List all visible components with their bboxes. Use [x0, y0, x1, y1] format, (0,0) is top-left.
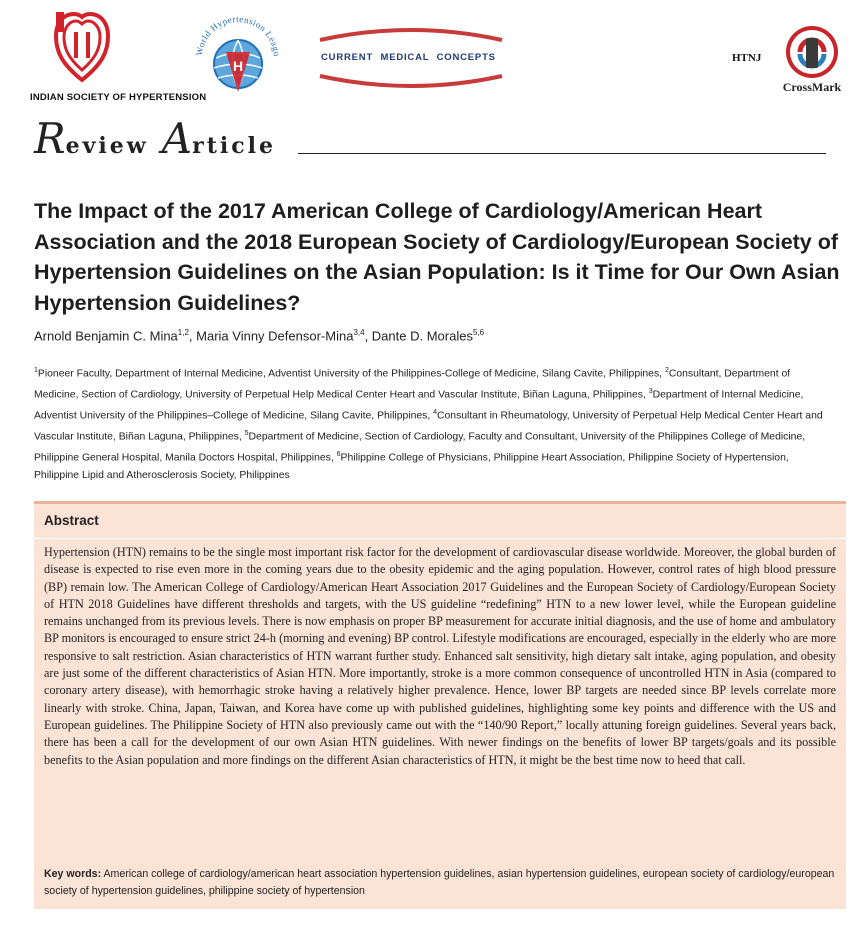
crossmark-label: CrossMark: [782, 80, 842, 94]
journal-abbrev: HTNJ: [732, 52, 762, 64]
concepts-name: CURRENT MEDICAL CONCEPTS: [321, 52, 496, 63]
affiliation-text: Pioneer Faculty, Department of Internal Medicine, Adventist University of the Philippines-College of Medicine, Silang Cavite, Philippines,: [37, 368, 665, 380]
author-list: [34, 324, 834, 345]
affiliation-text: Department of Internal Medicine, Adventist University of the Philippines–College of Medicine, Silang Cavite, Philippines,: [34, 389, 804, 422]
abstract-heading: Abstract: [44, 513, 99, 528]
affiliation-text: Philippine College of Physicians, Philippine Heart Association, Philippine Society of Hypertension, Philippine Lipid and Atherosclerosis Society, Philippines: [34, 452, 789, 482]
keywords-label: Key words:: [44, 868, 102, 880]
section-divider: [298, 153, 826, 154]
section-label: [34, 114, 277, 163]
author-affiliation-ref: 1,2: [177, 328, 189, 337]
section-r-initial: R: [34, 114, 66, 163]
affiliation-number: 1: [34, 367, 38, 374]
current-medical-concepts-logo: [316, 22, 506, 94]
affiliation-text: Consultant, Department of Medicine, Section of Cardiology, University of Perpetual Help Medical Center Heart and Vascular Institute, Biñan Laguna, Philippines,: [34, 368, 791, 401]
world-hypertension-league-logo: [188, 8, 288, 108]
keywords: [44, 866, 836, 900]
section-a-rest: rticle: [192, 133, 277, 159]
league-ring-text: World Hypertension Leagu: [193, 13, 283, 58]
affiliation-number: 3: [648, 388, 653, 396]
heart-seal-icon: [52, 8, 112, 86]
abstract-box: [34, 501, 846, 909]
affiliation-number: 4: [433, 409, 438, 417]
abstract-text: Hypertension (HTN) remains to be the single most important risk factor for the development of cardiovascular disease worldwide. Moreover, the global burden of disease is expected to rise even more in the coming years due to the obesity epidemic and the aging population. However, control rates of high blood pressure (BP) remain low. The American College of Cardiology/American Heart Association 2017 Guidelines and the European Society of Cardiology/European Society of HTN 2018 Guidelines have different thresholds and targets, with the US guideline “redefining” HTN to a new lower level, while the European guideline remains unchanged from its previous levels. There is now emphasis on proper BP measurement for accurate initial diagnosis, and the use of home and ambulatory BP monitors is encouraged to ensure strict 24-h (morning and evening) BP control. Lifestyle modifications are encouraged, especially in the elderly who are more responsive to salt restriction. Asian characteristics of HTN warrant further study. Enhanced salt sensitivity, high dietary salt intake, aging population, and obesity are just some of the different characteristics of Asian HTN. More importantly, stroke is a more common consequence of uncontrolled HTN in Asia (compared to coronary artery disease), with hemorrhagic stroke having a relatively higher prevalence. Hence, lower BP targets are needed since BP levels correlate more linearly with stroke. China, Japan, Taiwan, and Korea have come up with published guidelines, highlighting some key points and difference with the US and European guidelines. The Philippine Society of HTN also previously came out with the “140/90 Report,” locally attuning foreign guidelines. Several years back, there has been a call for the development of our own Asian HTN guidelines. With newer findings on the benefits of lower BP targets/goals and its possible benefits to the Asian population and more findings on the different Asian characteristics of HTN, it might be the best time now to heed that call.: [44, 545, 836, 767]
keywords-text: American college of cardiology/american heart association hypertension guidelines, asian hypertension guidelines, european society of cardiology/european society of hypertension guidelines, philippine society of hypertension: [44, 868, 835, 897]
author-affiliation-ref: 3,4: [353, 328, 365, 337]
society-name: INDIAN SOCIETY OF HYPERTENSION: [30, 92, 207, 103]
author-name: Arnold Benjamin C. Mina: [34, 328, 178, 344]
article-title: The Impact of the 2017 American College of Cardiology/American Heart Association and the 2018 European Society of Cardiology/European Society of Hypertension Guidelines on the Asian Population: Is it Time for Our Own Asian Hypertension Guidelines?: [34, 199, 840, 315]
affiliation-number: 2: [664, 367, 669, 374]
author-name: Maria Vinny Defensor-Mina: [196, 328, 354, 344]
crossmark-icon: [778, 24, 846, 80]
league-letter: H: [232, 58, 244, 74]
affiliation-number: 5: [244, 430, 249, 438]
globe-icon: [188, 8, 288, 108]
affiliation-text: Department of Medicine, Section of Cardiology, Faculty and Consultant, University of the Philippines College of Medicine, Philippine General Hospital, Manila Doctors Hospital, Philippines,: [34, 431, 806, 464]
affiliation-text: Consultant in Rheumatology, University of Perpetual Help Medical Center Heart and Vascular Institute, Biñan Laguna, Philippines,: [34, 410, 823, 443]
affiliation-list: [34, 362, 834, 485]
section-a-initial: A: [161, 114, 193, 163]
section-r-rest: eview: [65, 133, 149, 159]
abstract-divider: [34, 538, 846, 539]
author-separator: ,: [188, 328, 197, 344]
author-affiliation-ref: 5,6: [472, 328, 485, 337]
indian-society-of-hypertension-logo: [30, 8, 207, 104]
affiliation-number: 6: [336, 451, 341, 459]
author-separator: ,: [364, 328, 372, 344]
author-name: Dante D. Morales: [371, 328, 473, 344]
crossmark-button[interactable]: [778, 24, 846, 96]
